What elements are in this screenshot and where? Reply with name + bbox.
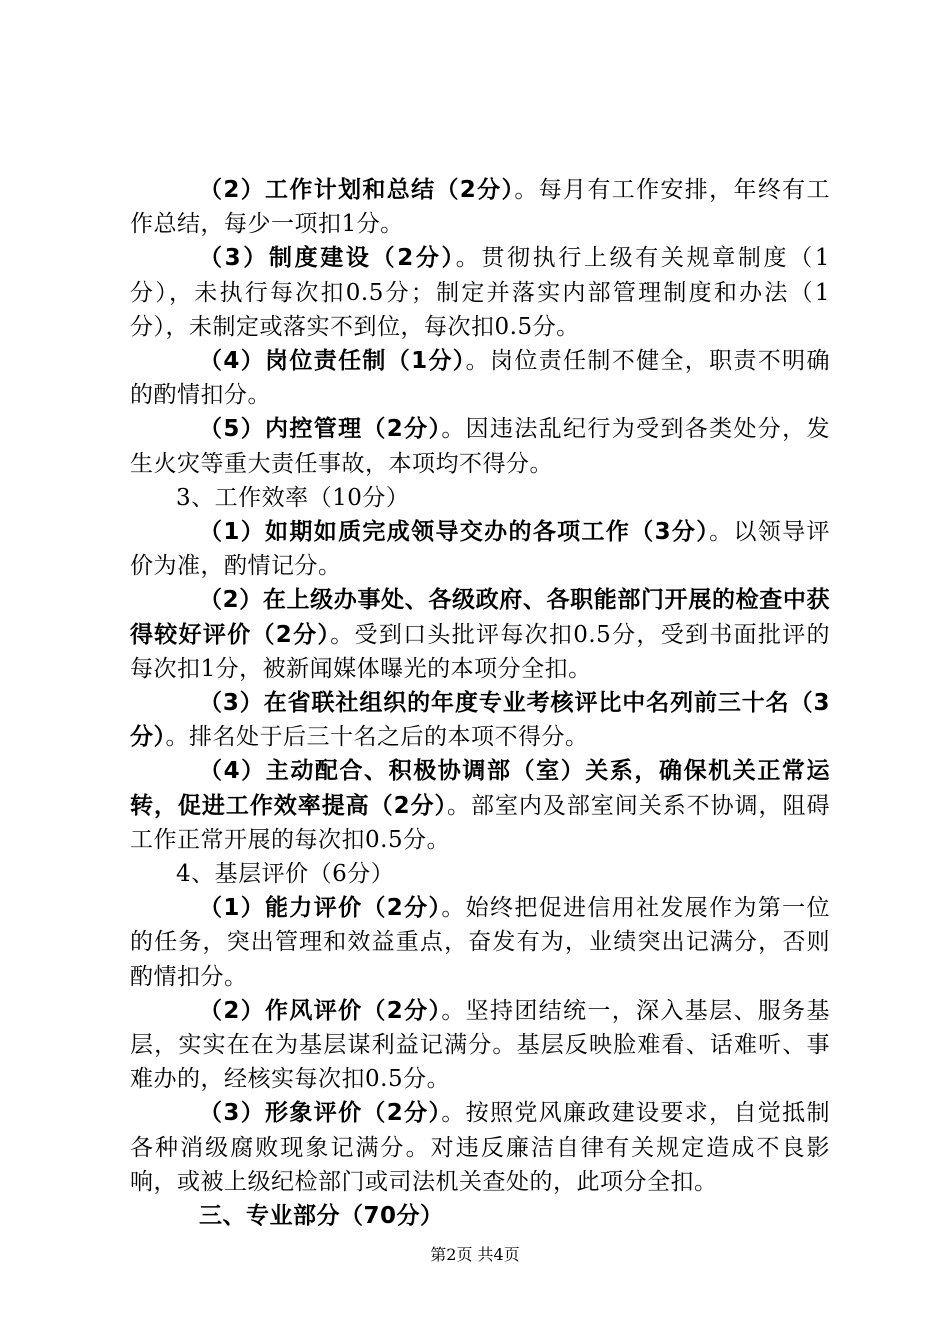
- paragraph-body: 。每月有工作安排，年终有工作总结，每少一项扣1分。: [130, 177, 831, 238]
- paragraph-annual-ranking: [130, 686, 830, 754]
- paragraph-style-evaluation: [130, 994, 830, 1097]
- paragraph-system-building: [130, 241, 830, 344]
- paragraph-heading: （2）在上级办事处、各级政府、各职能部门开展的检查中获得较好评价（2分）: [130, 587, 830, 648]
- page-number-footer: 第2页 共4页: [430, 1245, 520, 1264]
- paragraph-heading: （4）主动配合、积极协调部（室）关系，确保机关正常运转，促进工作效率提高（2分）: [130, 758, 830, 819]
- paragraph-heading: （1）如期如质完成领导交办的各项工作（3分）: [199, 519, 710, 546]
- paragraph-heading: （3）在省联社组织的年度专业考核评比中名列前三十名（3分）: [130, 690, 830, 751]
- paragraph-body: 。受到口头批评每次扣0.5分，受到书面批评的每次扣1分，被新闻媒体曝光的本项分全扣。: [130, 621, 831, 682]
- paragraph-job-responsibility: [130, 344, 830, 412]
- paragraph-internal-control: [130, 412, 830, 480]
- paragraph-heading: （5）内控管理（2分）: [199, 416, 442, 443]
- section-title: 三、专业部分（70分）: [199, 1203, 444, 1230]
- paragraph-heading: （3）制度建设（2分）: [199, 245, 456, 272]
- paragraph-work-plan: [130, 173, 830, 241]
- paragraph-heading: （2）工作计划和总结（2分）: [199, 177, 515, 203]
- section-title: 4、基层评价（6分）: [176, 861, 395, 888]
- paragraph-body: 。按照党风廉政建设要求，自觉抵制各种消级腐败现象记满分。对违反廉洁自律有关规定造成不良影响，或被上级纪检部门或司法机关查处的，此项分全扣。: [130, 1100, 830, 1195]
- section-heading-work-efficiency: [130, 481, 830, 515]
- paragraph-ability-evaluation: [130, 891, 830, 994]
- paragraph-body: 。坚持团结统一，深入基层、服务基层，实实在在为基层谋利益记满分。基层反映脸难看、话难听、事难办的，经核实每次扣0.5分。: [130, 997, 830, 1093]
- paragraph-heading: （3）形象评价（2分）: [199, 1100, 442, 1127]
- paragraph-inspection-evaluation: [130, 583, 830, 686]
- paragraph-body: 。贯彻执行上级有关规章制度（1分），未执行每次扣0.5分；制定并落实内部管理制度和办法（1分），未制定或落实不到位，每次扣0.5分。: [130, 245, 830, 340]
- section-heading-grassroots-evaluation: [130, 857, 830, 891]
- paragraph-body: 。岗位责任制不健全，职责不明确的酌情扣分。: [130, 348, 830, 409]
- paragraph-heading: （4）岗位责任制（1分）: [199, 348, 466, 375]
- paragraph-body: 。因违法乱纪行为受到各类处分，发生火灾等重大责任事故，本项均不得分。: [130, 416, 830, 477]
- paragraph-body: 。以领导评价为准，酌情记分。: [130, 519, 830, 580]
- paragraph-coordination: [130, 754, 830, 857]
- paragraph-body: 。部室内及部室间关系不协调，阻碍工作正常开展的每次扣0.5分。: [130, 792, 830, 853]
- paragraph-heading: （2）作风评价（2分）: [199, 997, 442, 1024]
- paragraph-image-evaluation: [130, 1096, 830, 1199]
- paragraph-heading: （1）能力评价（2分）: [199, 895, 442, 922]
- section-heading-professional-part: [130, 1199, 830, 1233]
- section-title: 3、工作效率（10分）: [176, 484, 410, 511]
- paragraph-leader-tasks: [130, 515, 830, 583]
- paragraph-body: 。排名处于后三十名之后的本项不得分。: [165, 724, 589, 751]
- document-body: [130, 173, 830, 1233]
- paragraph-body: 。始终把促进信用社发展作为第一位的任务，突出管理和效益重点，奋发有为，业绩突出记满分，否则酌情扣分。: [130, 895, 830, 990]
